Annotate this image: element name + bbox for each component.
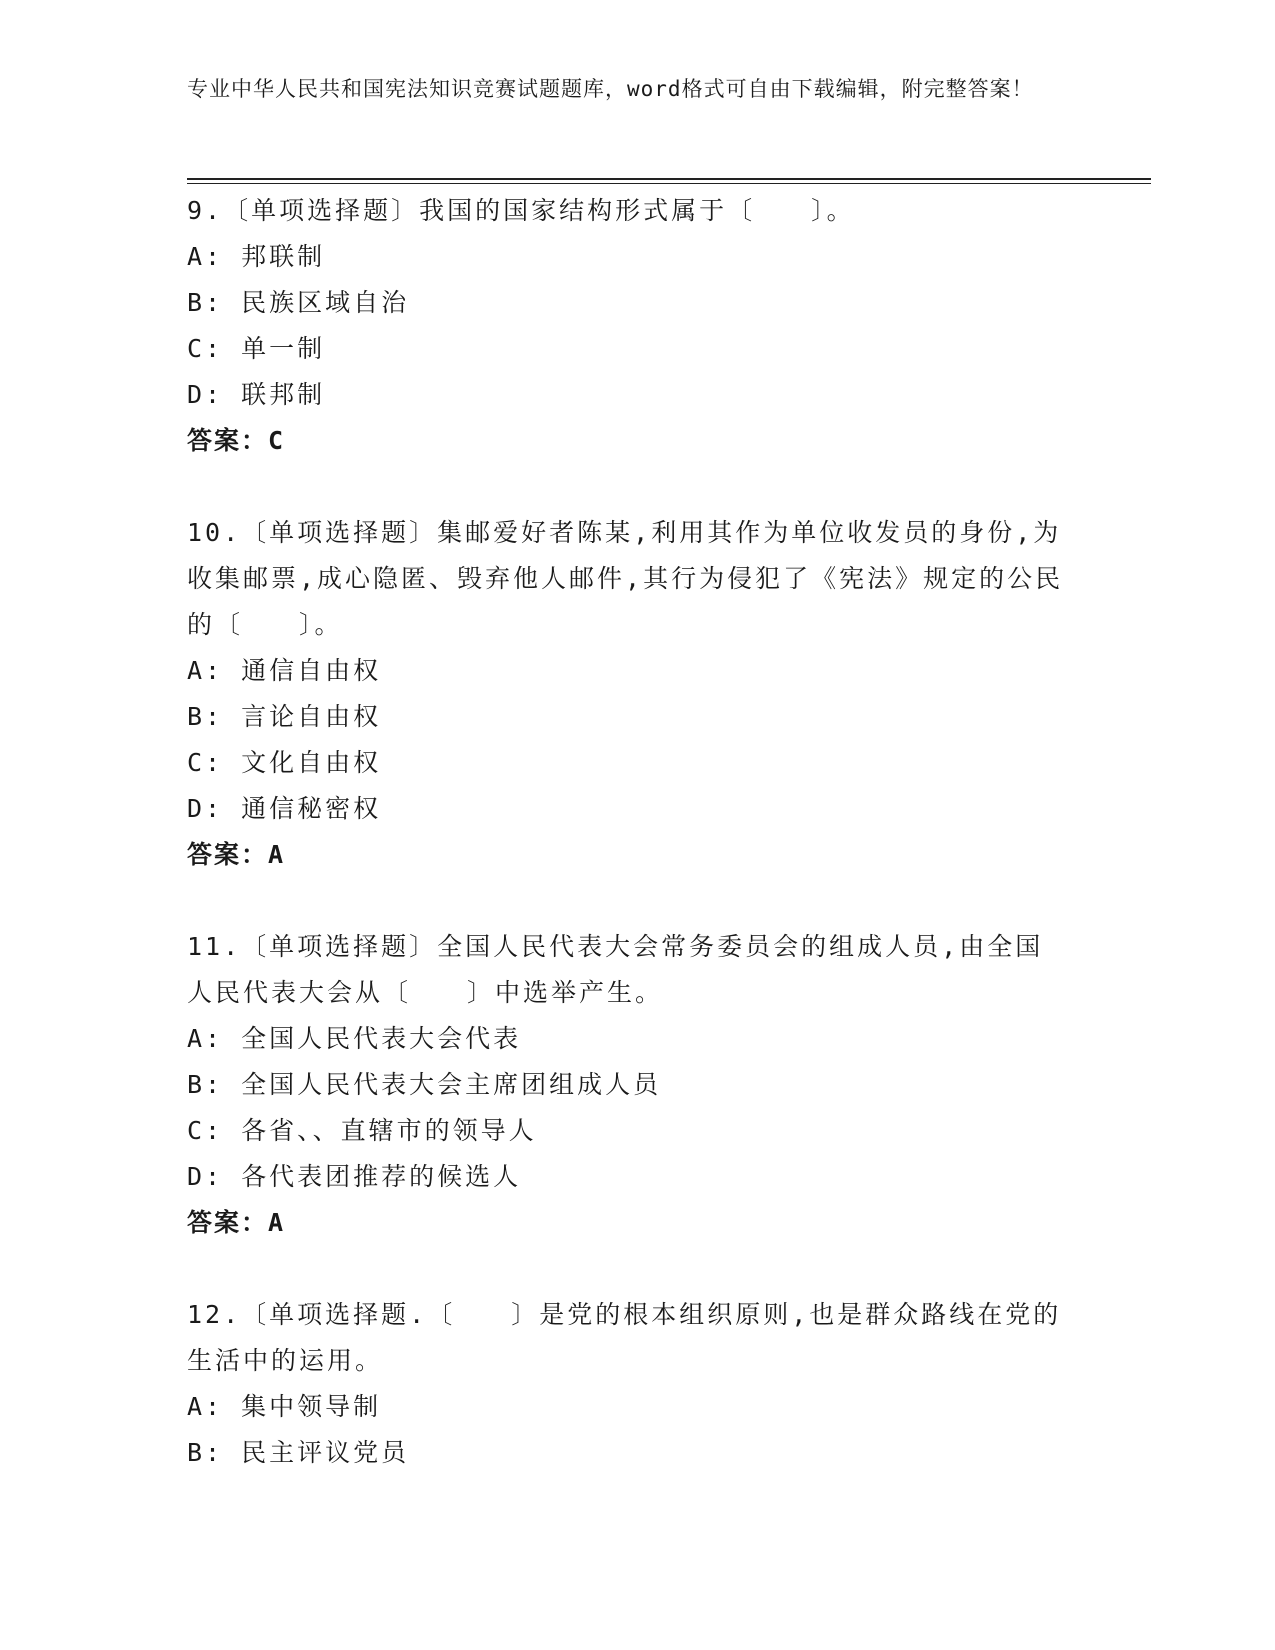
question-12 xyxy=(187,1292,1087,1476)
question-stem: 11.〔单项选择题〕全国人民代表大会常务委员会的组成人员,由全国人民代表大会从〔 〕中选举产生。 xyxy=(187,932,1044,1007)
question-stem: 12.〔单项选择题.〔 〕是党的根本组织原则,也是群众路线在党的生活中的运用。 xyxy=(187,1300,1062,1375)
question-11 xyxy=(187,924,1087,1246)
answer-label: 答案：A xyxy=(187,1208,286,1237)
question-9 xyxy=(187,188,1087,464)
header-rule-thick xyxy=(187,178,1151,180)
answer-label: 答案：C xyxy=(187,426,286,455)
option-b: B: 言论自由权 xyxy=(187,702,382,731)
question-10 xyxy=(187,510,1087,878)
option-a: A: 集中领导制 xyxy=(187,1392,382,1421)
option-c: C: 单一制 xyxy=(187,334,326,363)
option-a: A: 通信自由权 xyxy=(187,656,382,685)
option-c: C: 文化自由权 xyxy=(187,748,382,777)
option-d: D: 通信秘密权 xyxy=(187,794,382,823)
question-stem: 9.〔单项选择题〕我国的国家结构形式属于〔 〕。 xyxy=(187,196,855,225)
option-b: B: 民主评议党员 xyxy=(187,1438,410,1467)
option-d: D: 各代表团推荐的候选人 xyxy=(187,1162,522,1191)
option-a: A: 邦联制 xyxy=(187,242,326,271)
question-list xyxy=(187,188,1087,1522)
option-d: D: 联邦制 xyxy=(187,380,326,409)
header-rule-thin xyxy=(187,183,1151,184)
answer-label: 答案：A xyxy=(187,840,286,869)
document-header: 专业中华人民共和国宪法知识竞赛试题题库，word格式可自由下载编辑，附完整答案！ xyxy=(187,77,1034,101)
option-c: C: 各省、、直辖市的领导人 xyxy=(187,1116,537,1145)
option-b: B: 民族区域自治 xyxy=(187,288,410,317)
option-a: A: 全国人民代表大会代表 xyxy=(187,1024,522,1053)
question-stem: 10.〔单项选择题〕集邮爱好者陈某,利用其作为单位收发员的身份,为收集邮票,成心隐匿、毁弃他人邮件,其行为侵犯了《宪法》规定的公民的〔 〕。 xyxy=(187,518,1064,639)
option-b: B: 全国人民代表大会主席团组成人员 xyxy=(187,1070,662,1099)
